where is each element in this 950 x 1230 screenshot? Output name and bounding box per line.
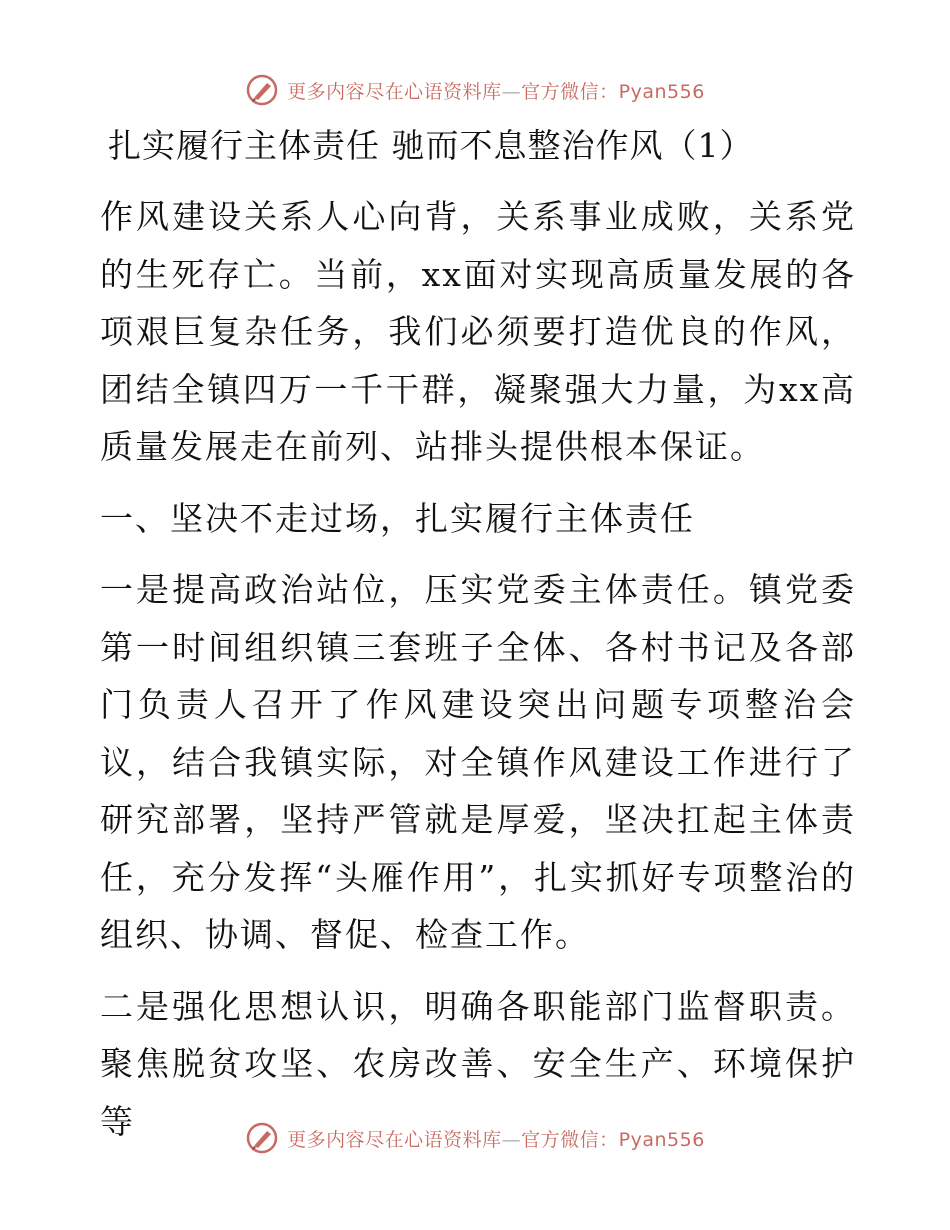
watermark-text: 更多内容尽在心语资料库—官方微信：Pyan556 [287, 80, 705, 103]
document-body [100, 124, 856, 1164]
paragraph-point-1: 一是提高政治站位，压实党委主体责任。镇党委第一时间组织镇三套班子全体、各村书记及各部门负责人召开了作风建设突出问题专项整治会议，结合我镇实际，对全镇作风建设工作进行了研究部署，坚持严管就是厚爱，坚决扛起主体责任，充分发挥“头雁作用”，扎实抓好专项整治的组织、协调、督促、检查工作。 [100, 570, 856, 954]
paragraph-point-2: 二是强化思想认识，明确各职能部门监督职责。聚焦脱贫攻坚、农房改善、安全生产、环境保护等 [100, 986, 856, 1141]
paragraph-intro: 作风建设关系人心向背，关系事业成败，关系党的生死存亡。当前，xx面对实现高质量发展的各项艰巨复杂任务，我们必须要打造优良的作风，团结全镇四万一千干群，凝聚强大力量，为xx高质量发展走在前列、站排头提供根本保证。 [100, 197, 856, 466]
watermark-text: 更多内容尽在心语资料库—官方微信：Pyan556 [287, 1128, 705, 1151]
watermark-banner-top [0, 70, 950, 110]
watermark-banner-bottom [0, 1118, 950, 1158]
document-title: 扎实履行主体责任 驰而不息整治作风（1） [108, 126, 754, 165]
pen-logo-icon [245, 73, 279, 107]
pen-logo-icon [245, 1121, 279, 1155]
section-heading-1: 一、坚决不走过场，扎实履行主体责任 [100, 498, 695, 538]
